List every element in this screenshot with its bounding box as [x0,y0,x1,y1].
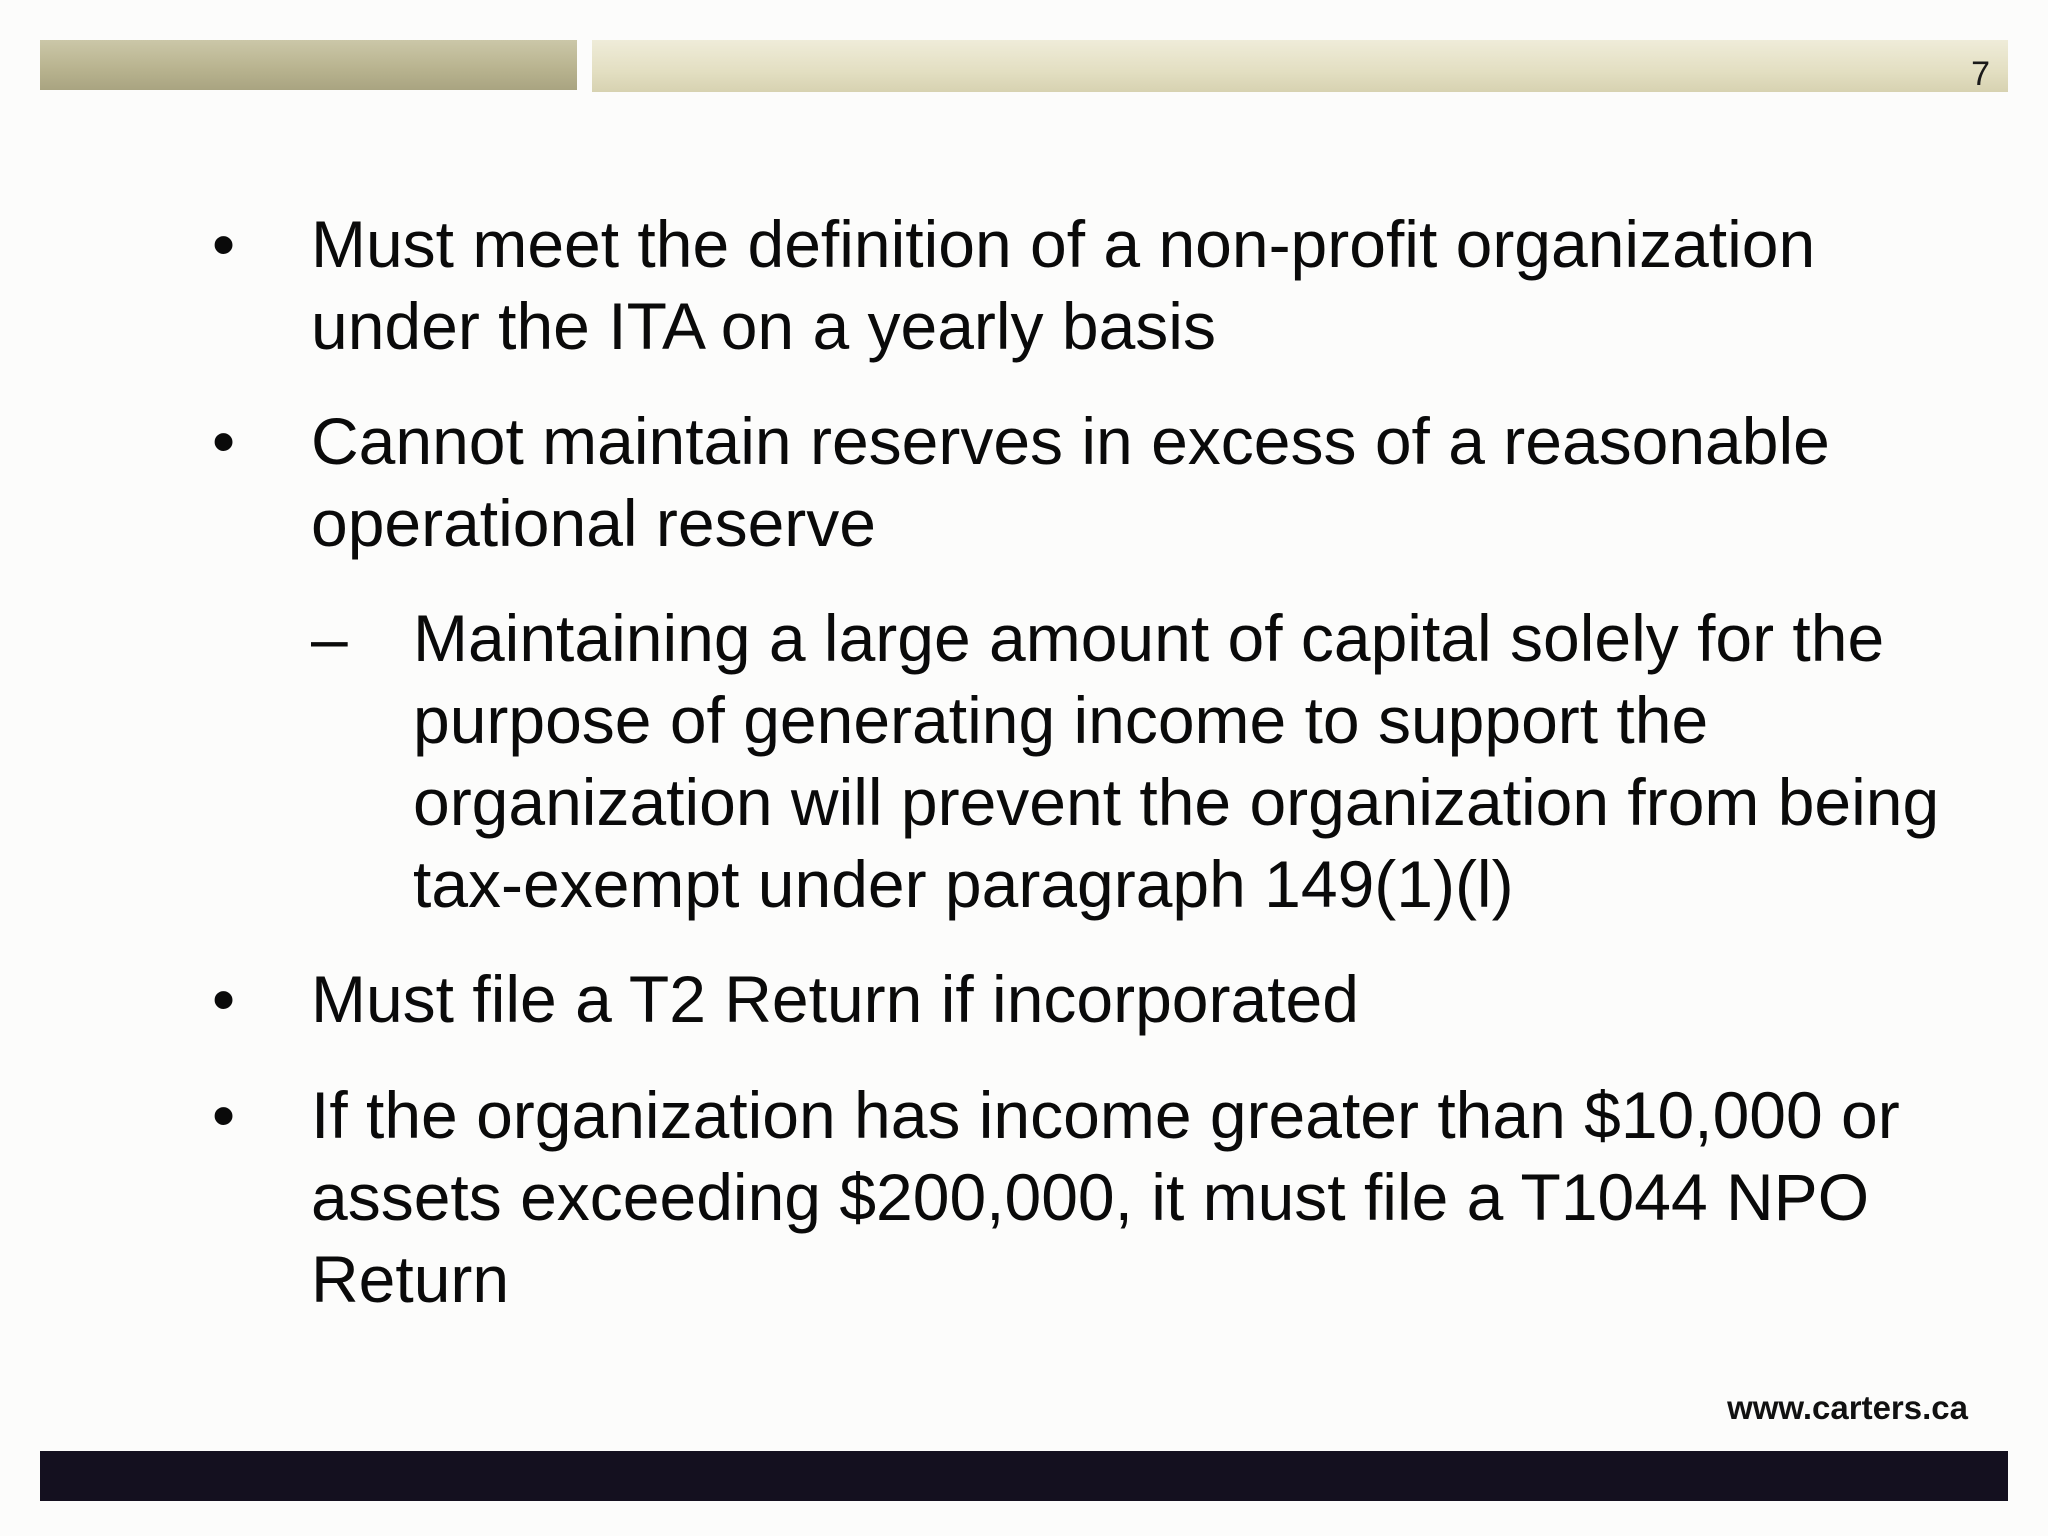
footer-bar [40,1451,2008,1501]
bullet-2-line-1: Cannot maintain reserves in excess of a reasonable [311,404,1830,478]
bullet-4-line-3: Return [311,1242,510,1316]
bullet-marker: • [212,207,236,281]
bullet-3-line-1: Must file a T2 Return if incorporated [311,962,1359,1036]
bullet-4-line-1: If the organization has income greater than $10,000 or [311,1078,1900,1152]
bullet-marker: • [212,404,236,478]
bullet-1-line-1: Must meet the definition of a non-profit organization [311,207,1816,281]
sub-bullet-marker: – [311,601,348,675]
bullet-2-line-2: operational reserve [311,486,876,560]
sub-bullet-line-3: organization will prevent the organization from being [413,765,1940,839]
page-number: 7 [1971,55,1990,93]
sub-bullet-line-2: purpose of generating income to support the [413,683,1709,757]
sub-bullet-line-1: Maintaining a large amount of capital solely for the [413,601,1885,675]
bullet-4-line-2: assets exceeding $200,000, it must file a T1044 NPO [311,1160,1870,1234]
bullet-marker: • [212,962,236,1036]
bullet-marker: • [212,1078,236,1152]
bullet-1-line-2: under the ITA on a yearly basis [311,289,1216,363]
footer-url: www.carters.ca [1727,1389,1968,1426]
sub-bullet-line-4: tax-exempt under paragraph 149(1)(l) [413,847,1514,921]
